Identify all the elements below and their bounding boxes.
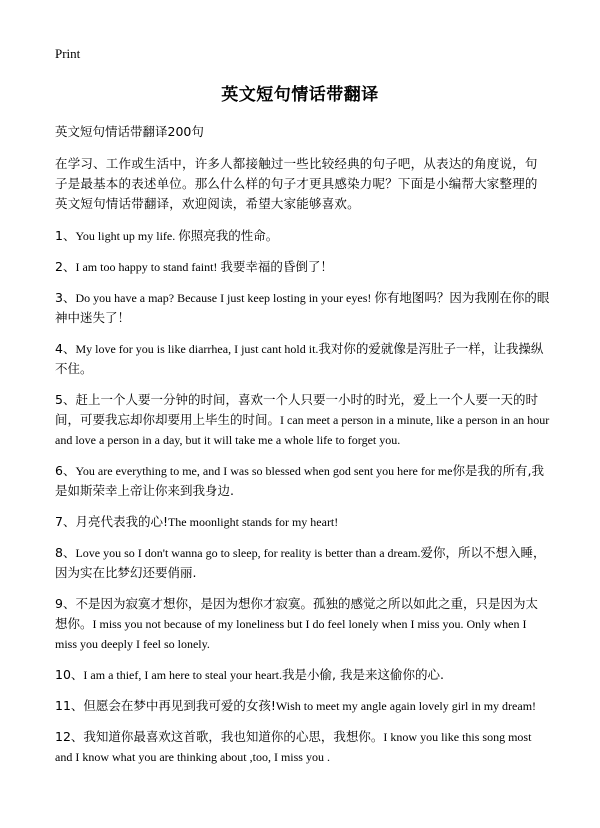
- sentence-translation: 我对你的爱就像是泻肚子一样，让我操纵不住。: [55, 341, 544, 376]
- sentence-number: 2、: [55, 259, 76, 274]
- list-item: [55, 665, 550, 685]
- sentence-number: 4、: [55, 341, 76, 356]
- sentence-text: My love for you is like diarrhea, I just cant hold it.: [75, 342, 319, 356]
- list-item: [55, 390, 550, 450]
- list-item: [55, 257, 550, 277]
- sentence-number: 5、: [55, 392, 76, 407]
- sentence-text: You light up my life.: [75, 229, 179, 243]
- sentence-translation: 我要幸福的昏倒了！: [220, 259, 333, 274]
- sentence-translation: The moonlight stands for my heart!: [167, 515, 339, 529]
- sentence-number: 1、: [55, 228, 76, 243]
- sentence-number: 8、: [55, 545, 76, 560]
- sentence-number: 6、: [55, 463, 76, 478]
- sentence-number: 10、: [55, 667, 84, 682]
- sentence-translation: I know you like this song most and I know what you are thinking about ,too, I miss you .: [55, 730, 532, 764]
- sentence-translation: 你照亮我的性命。: [178, 228, 279, 243]
- sentence-text: Do you have a map? Because I just keep losting in your eyes!: [75, 291, 375, 305]
- list-item: [55, 543, 550, 583]
- sentence-number: 12、: [55, 729, 84, 744]
- document-subtitle: 英文短句情话带翻译200句: [55, 124, 204, 139]
- sentence-text: 不是因为寂寞才想你，是因为想你才寂寞。孤独的感觉之所以如此之重，只是因为太想你。: [55, 596, 538, 631]
- sentence-translation: 爱你，所以不想入睡，因为实在比梦幻还要俏丽.: [55, 545, 546, 580]
- sentence-number: 7、: [55, 514, 76, 529]
- sentence-number: 11、: [55, 698, 84, 713]
- page-title: 英文短句情话带翻译: [221, 85, 379, 105]
- list-item: [55, 696, 550, 716]
- sentence-text: 但愿会在梦中再见到我可爱的女孩!: [83, 698, 276, 713]
- sentence-text: 赶上一个人要一分钟的时间，喜欢一个人只要一小时的时光，爱上一个人要一天的时间，可要我忘却你却要用上毕生的时间。: [55, 392, 538, 427]
- list-item: [55, 461, 550, 501]
- list-item: [55, 594, 550, 654]
- list-item: [55, 226, 550, 246]
- sentence-translation: 你是我的所有,我是如斯荣幸上帝让你来到我身边.: [55, 463, 544, 498]
- intro-paragraph: 在学习、工作或生活中，许多人都接触过一些比较经典的句子吧，从表达的角度说，句子是最基本的表述单位。那么什么样的句子才更具感染力呢？下面是小编帮大家整理的英文短句情话带翻译，欢迎阅读，希望大家能够喜欢。: [55, 156, 538, 211]
- list-item: [55, 727, 550, 767]
- sentence-translation: I miss you not because of my loneliness but I do feel lonely when I miss you. Only when I miss you deeply I feel so lonely.: [55, 617, 527, 651]
- sentence-number: 3、: [55, 290, 76, 305]
- sentence-text: I am too happy to stand faint!: [75, 260, 221, 274]
- document-body: [55, 122, 550, 778]
- sentence-number: 9、: [55, 596, 76, 611]
- sentence-text: You are everything to me, and I was so blessed when god sent you here for me: [75, 464, 453, 478]
- list-item: [55, 288, 550, 328]
- sentence-text: Love you so I don't wanna go to sleep, for reality is better than a dream.: [75, 546, 421, 560]
- sentence-text: 我知道你最喜欢这首歌，我也知道你的心思，我想你。: [83, 729, 384, 744]
- sentence-translation: 我是小偷, 我是来这偷你的心.: [282, 667, 444, 682]
- print-link[interactable]: Print: [55, 46, 81, 61]
- list-item: [55, 512, 550, 532]
- sentence-translation: Wish to meet my angle again lovely girl in my dream!: [275, 699, 537, 713]
- sentence-translation: 你有地图吗？因为我刚在你的眼神中迷失了！: [55, 290, 550, 325]
- list-item: [55, 339, 550, 379]
- sentence-text: I am a thief, I am here to steal your heart.: [83, 668, 282, 682]
- sentence-text: 月亮代表我的心!: [75, 514, 168, 529]
- sentence-translation: I can meet a person in a minute, like a person in an hour and love a person in a day, but it will take me a whole life to forget you.: [55, 413, 550, 447]
